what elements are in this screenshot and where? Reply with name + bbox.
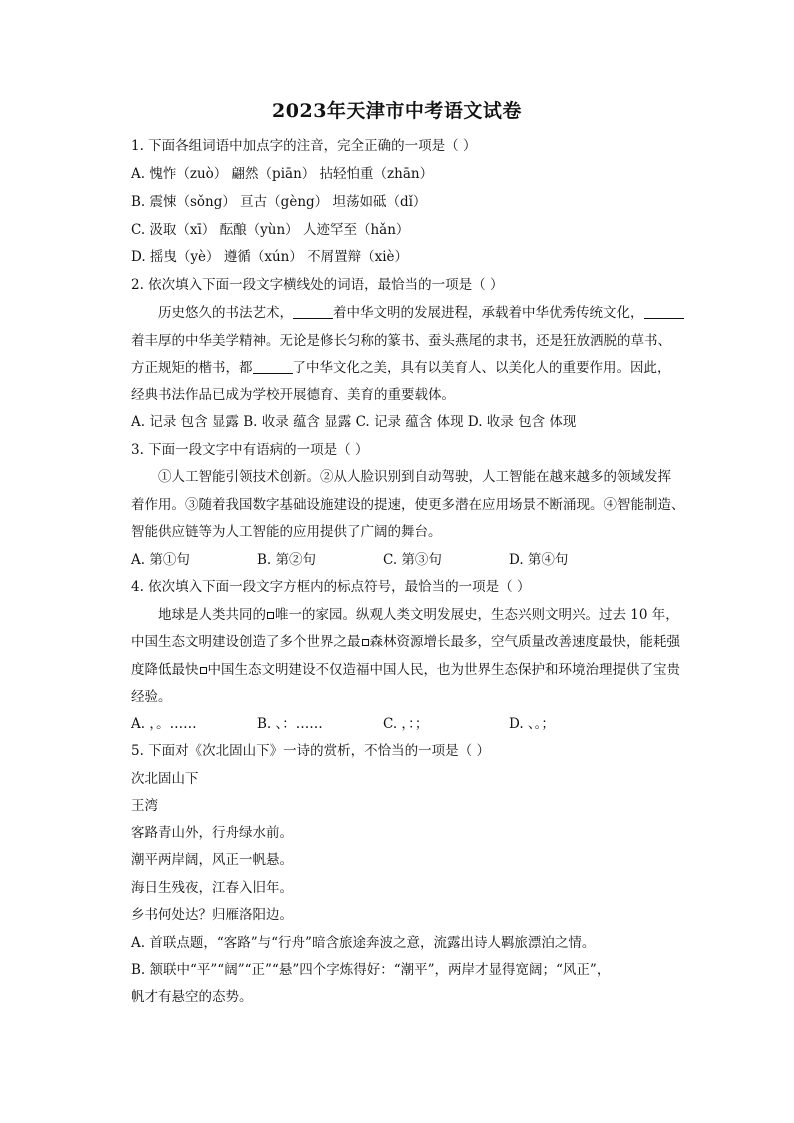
q1-option-b: B. 震悚（sǒng） 亘古（gèng） 坦荡如砥（dǐ） (131, 194, 427, 210)
q4-text: 地球是人类共同的 (158, 607, 266, 623)
q4-option-a: A. ，。…… (131, 716, 197, 732)
q4-option-c: C. ，：； (383, 716, 429, 732)
q4-passage-line-1 (158, 606, 679, 624)
q4-text: 度降低最快 (131, 662, 199, 678)
poem-author: 王湾 (131, 798, 158, 814)
q4-text: 中国生态文明建设创造了多个世界之最 (131, 634, 361, 650)
q3-passage-line-3: 智能供应链等为人工智能的应用提供了广阔的舞台。 (131, 524, 442, 540)
q2-text: 了中华文化之美，具有以美育人、以美化人的重要作用。因此， (292, 360, 671, 376)
q3-stem: 3. 下面一段文字中有语病的一项是（ ） (131, 442, 369, 458)
q3-passage-line-2: 着作用。③随着我国数字基础设施建设的提速，使更多潜在应用场景不断涌现。④智能制造、 (131, 497, 685, 513)
q4-options (131, 715, 555, 733)
q1-option-c: C. 汲取（xī） 酝酿（yùn） 人迹罕至（hǎn） (131, 222, 410, 238)
q5-stem: 5. 下面对《次北固山下》一诗的赏析，不恰当的一项是（ ） (131, 743, 490, 759)
q4-text: 唯一的家园。纵观人类文明发展史，生态兴则文明兴。过去 10 年， (275, 607, 679, 623)
answer-blank-2 (644, 304, 684, 319)
q2-passage-line-3 (131, 359, 671, 377)
q3-option-a: A. 第①句 (131, 552, 190, 568)
punctuation-box (362, 639, 369, 646)
answer-blank-3 (253, 359, 293, 374)
exam-title: 2023年天津市中考语文试卷 (272, 100, 522, 122)
q4-text: 森林资源增长最多，空气质量改善速度最快，能耗强 (369, 634, 680, 650)
q1-stem: 1. 下面各组词语中加点字的注音，完全正确的一项是（ ） (131, 138, 477, 154)
q4-passage-line-2 (131, 633, 680, 651)
q3-option-d: D. 第④句 (509, 552, 569, 568)
q4-text: 中国生态文明建设不仅造福中国人民，也为世界生态保护和环境治理提供了宝贵 (207, 662, 680, 678)
q4-option-d: D. 、。； (509, 716, 555, 732)
q3-option-b: B. 第②句 (257, 552, 317, 568)
q1-option-a: A. 愧怍（zuò） 翩然（piān） 拈轻怕重（zhān） (131, 166, 434, 182)
q3-options (131, 551, 568, 569)
q3-option-c: C. 第③句 (383, 552, 442, 568)
q2-options: A. 记录 包含 显露 B. 收录 蕴含 显露 C. 记录 蕴含 体现 D. 收录 包含 体现 (131, 414, 577, 430)
poem-line-3: 海日生残夜，江春入旧年。 (131, 880, 293, 896)
punctuation-box (200, 667, 207, 674)
poem-title: 次北固山下 (131, 771, 199, 787)
poem-line-2: 潮平两岸阔，风正一帆悬。 (131, 852, 293, 868)
answer-blank-1 (293, 304, 333, 319)
poem-line-4: 乡书何处达？归雁洛阳边。 (131, 907, 293, 923)
q2-passage-line-2: 着丰厚的中华美学精神。无论是修长匀称的篆书、蚕头燕尾的隶书，还是狂放洒脱的草书、 (131, 333, 671, 349)
q4-passage-line-4: 经验。 (131, 689, 172, 705)
q2-passage-line-1 (158, 304, 684, 322)
q5-option-b: B. 颔联中“平”“阔”“正”“悬”四个字炼得好：“潮平”，两岸才显得宽阔；“风正”， (131, 962, 611, 978)
q5-option-a: A. 首联点题，“客路”与“行舟”暗含旅途奔波之意，流露出诗人羁旅漂泊之情。 (131, 935, 596, 951)
q2-passage-line-4: 经典书法作品已成为学校开展德育、美育的重要载体。 (131, 387, 455, 403)
q5-option-b-cont: 帆才有悬空的态势。 (131, 989, 253, 1005)
q4-option-b: B. 、：…… (257, 716, 323, 732)
punctuation-box (267, 612, 274, 619)
q4-passage-line-3 (131, 661, 680, 679)
q1-option-d: D. 摇曳（yè） 遵循（xún） 不屑置辩（xiè） (131, 249, 409, 265)
q2-stem: 2. 依次填入下面一段文字横线处的词语，最恰当的一项是（ ） (131, 277, 504, 293)
q3-passage-line-1: ①人工智能引领技术创新。②从人脸识别到自动驾驶，人工智能在越来越多的领域发挥 (158, 469, 671, 485)
poem-line-1: 客路青山外，行舟绿水前。 (131, 825, 293, 841)
q2-text: 方正规矩的楷书，都 (131, 360, 253, 376)
q2-text: 历史悠久的书法艺术， (158, 305, 293, 321)
q4-stem: 4. 依次填入下面一段文字方框内的标点符号，最恰当的一项是（ ） (131, 579, 531, 595)
q2-text: 着中华文明的发展进程，承载着中华优秀传统文化， (333, 305, 644, 321)
